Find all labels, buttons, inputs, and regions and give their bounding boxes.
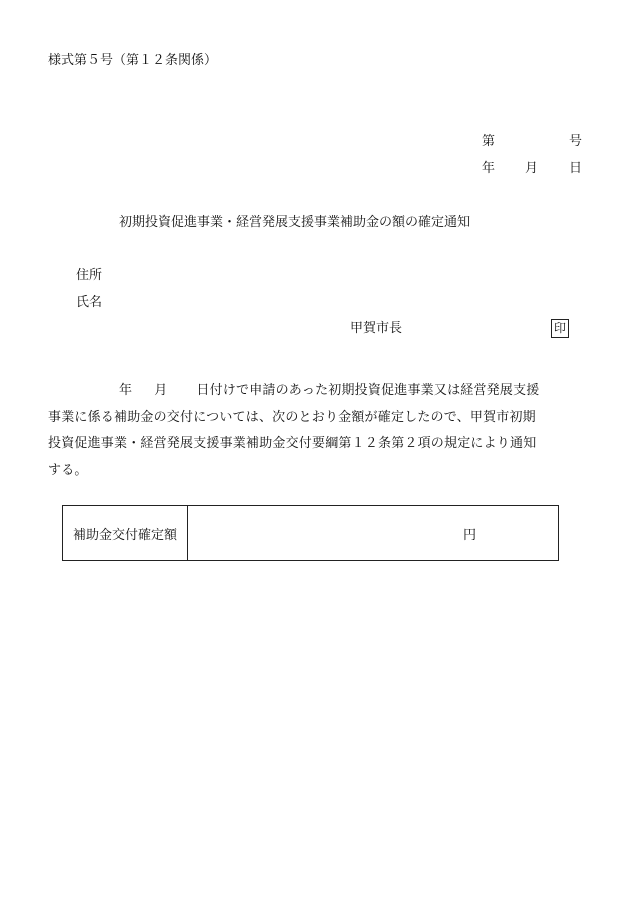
name-label: 氏名 <box>76 295 103 310</box>
ref-number-prefix: 第 <box>482 134 496 149</box>
amount-label: 補助金交付確定額 <box>63 506 188 561</box>
date-day-label: 日 <box>569 161 583 176</box>
seal-stamp: 印 <box>551 319 569 338</box>
address-label: 住所 <box>76 268 103 283</box>
document-title: 初期投資促進事業・経営発展支援事業補助金の額の確定通知 <box>119 215 471 230</box>
date-month-label: 月 <box>525 161 539 176</box>
notice-body <box>48 378 585 484</box>
form-number: 様式第５号（第１２条関係） <box>48 53 218 68</box>
amount-table <box>62 505 559 561</box>
body-line-4: する。 <box>48 462 88 478</box>
ref-number-suffix: 号 <box>569 134 583 149</box>
body-month: 月 <box>154 383 168 398</box>
amount-unit: 円 <box>462 527 476 543</box>
body-line-3: 投資促進事業・経営発展支援事業補助金交付要綱第１２条第２項の規定により通知 <box>48 436 537 451</box>
body-year: 年 <box>119 383 133 398</box>
body-line-2: 事業に係る補助金の交付については、次のとおり金額が確定したので、甲賀市初期 <box>48 409 536 425</box>
amount-value-cell <box>188 506 559 561</box>
amount-row <box>63 506 559 561</box>
issuer-name: 甲賀市長 <box>350 321 403 336</box>
body-line-1 <box>48 378 585 405</box>
body-line-1-text: 日付けで申請のあった初期投資促進事業又は経営発展支援 <box>196 383 540 398</box>
date-year-label: 年 <box>482 161 496 176</box>
